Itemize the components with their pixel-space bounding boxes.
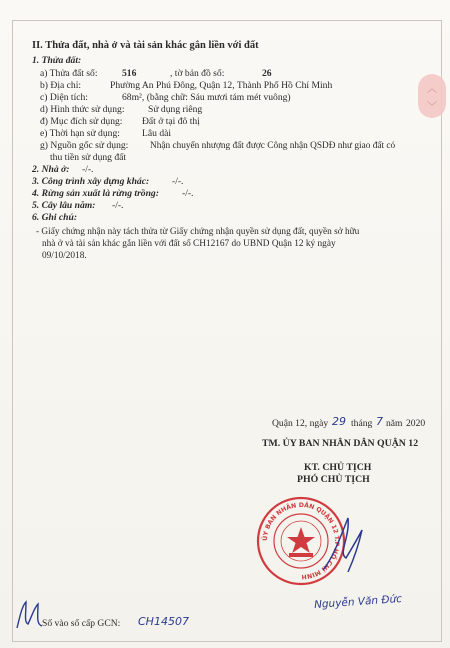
scroll-widget[interactable] xyxy=(418,74,446,118)
notes-line-2: nhà ở và tài sản khác gắn liền với đất số CH12167 do UBND Quận 12 ký ngày xyxy=(42,239,336,249)
notes-line-3: 09/10/2018. xyxy=(42,251,87,261)
origin-label: g) Nguồn gốc sử dụng: xyxy=(40,140,129,151)
usage-form-label: d) Hình thức sử dụng: xyxy=(40,104,125,115)
area-label: c) Diện tích: xyxy=(40,92,88,103)
date-month-label: tháng xyxy=(351,418,373,429)
date-day: 29 xyxy=(332,415,346,428)
signer-name: Nguyễn Văn Đức xyxy=(313,592,403,612)
origin-value-line-1: Nhận chuyển nhượng đất được Công nhận QSDĐ như giao đất có xyxy=(150,141,396,151)
notes-heading: 6. Ghi chú: xyxy=(32,212,78,223)
notes-line-1: - Giấy chứng nhận này tách thửa từ Giấy chứng nhận quyền sử dụng đất, quyền sở hữu xyxy=(36,227,360,237)
date-year-label: năm xyxy=(386,418,403,429)
date-year: 2020 xyxy=(406,418,426,429)
date-month: 7 xyxy=(376,415,383,428)
date-place: Quận 12, ngày xyxy=(272,418,329,429)
gcn-value: CH14507 xyxy=(138,615,189,628)
forest-heading: 4. Rừng sản xuất là rừng trồng: xyxy=(32,188,159,199)
map-sheet-value: 26 xyxy=(262,68,272,79)
usage-purpose-value: Đất ở tại đô thị xyxy=(142,116,200,127)
house-value: -/-. xyxy=(82,164,94,175)
construction-value: -/-. xyxy=(172,176,184,187)
perennial-heading: 5. Cây lâu năm: xyxy=(32,200,96,211)
area-value: 68m², (bằng chữ: Sáu mươi tám mét vuông) xyxy=(122,92,291,103)
seal-text: ỦY BAN NHÂN DÂN QUẬN 12 T.P HỒ CHÍ MINH xyxy=(261,501,341,581)
construction-heading: 3. Công trình xây dựng khác: xyxy=(32,176,150,187)
parcel-number-value: 516 xyxy=(122,68,137,79)
usage-term-value: Lâu dài xyxy=(142,128,172,139)
address-label: b) Địa chỉ: xyxy=(40,80,82,91)
address-value: Phường An Phú Đông, Quận 12, Thành Phố Hồ Chí Minh xyxy=(110,80,333,91)
parcel-number-label: a) Thửa đất số: xyxy=(40,68,98,79)
section-title: II. Thửa đất, nhà ở và tài sản khác gắn liền với đất xyxy=(32,40,259,51)
usage-term-label: e) Thời hạn sử dụng: xyxy=(40,128,120,139)
usage-purpose-label: đ) Mục đích sử dụng: xyxy=(40,116,123,127)
perennial-value: -/-. xyxy=(112,200,124,211)
land-heading: 1. Thửa đất: xyxy=(32,55,82,66)
map-sheet-label: , tờ bản đồ số: xyxy=(170,68,225,79)
signer-signature xyxy=(318,508,368,578)
forest-value: -/-. xyxy=(182,188,194,199)
gcn-label: Số vào sổ cấp GCN: xyxy=(42,618,121,629)
usage-form-value: Sử dụng riêng xyxy=(148,104,203,115)
signer-role-2: PHÓ CHỦ TỊCH xyxy=(297,474,370,485)
chevron-up-icon[interactable]: ︿ xyxy=(427,84,437,95)
origin-value-line-2: thu tiền sử dụng đất xyxy=(50,152,127,163)
chevron-down-icon[interactable]: ﹀ xyxy=(427,102,437,113)
signer-org: TM. ỦY BAN NHÂN DÂN QUẬN 12 xyxy=(262,438,419,449)
signer-role-1: KT. CHỦ TỊCH xyxy=(304,462,372,473)
house-heading: 2. Nhà ở: xyxy=(32,164,70,175)
